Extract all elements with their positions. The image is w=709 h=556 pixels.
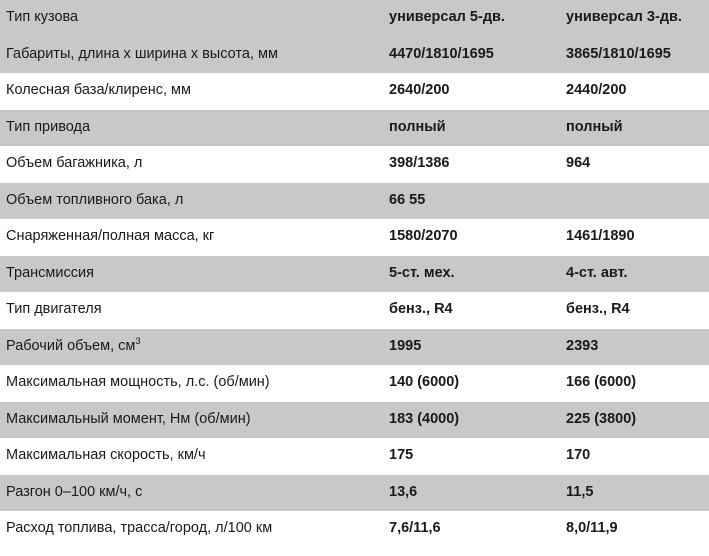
table-row [0, 329, 709, 366]
table-row [0, 146, 709, 183]
spec-value-variant-1: 7,6/11,6 [383, 511, 560, 548]
spec-label: Тип двигателя [0, 292, 383, 329]
spec-label: Максимальная мощность, л.с. (об/мин) [0, 365, 383, 402]
spec-value-variant-1: универсал 5-дв. [383, 0, 560, 37]
spec-value-variant-2: универсал 3-дв. [560, 0, 709, 37]
table-row [0, 110, 709, 147]
spec-value-variant-1: 4470/1810/1695 [383, 37, 560, 74]
spec-value-variant-1: 1580/2070 [383, 219, 560, 256]
spec-value-variant-1: 13,6 [383, 475, 560, 512]
spec-label: Расход топлива, трасса/город, л/100 км [0, 511, 383, 548]
spec-label: Объем топливного бака, л [0, 183, 383, 220]
spec-value-variant-2: 4-ст. авт. [560, 256, 709, 293]
spec-label: Максимальная скорость, км/ч [0, 438, 383, 475]
table-row [0, 73, 709, 110]
table-row [0, 475, 709, 512]
spec-value-variant-2: 170 [560, 438, 709, 475]
spec-label: Трансмиссия [0, 256, 383, 293]
spec-value-variant-1: 2640/200 [383, 73, 560, 110]
spec-label: Колесная база/клиренс, мм [0, 73, 383, 110]
spec-label: Максимальный момент, Нм (об/мин) [0, 402, 383, 439]
spec-value-variant-2: 2393 [560, 329, 709, 366]
spec-label-superscript: 3 [135, 335, 141, 347]
spec-value-variant-1: 66 55 [383, 183, 560, 220]
spec-label: Тип кузова [0, 0, 383, 37]
spec-value-variant-2: 3865/1810/1695 [560, 37, 709, 74]
spec-value-variant-1: 175 [383, 438, 560, 475]
spec-value-variant-2: бенз., R4 [560, 292, 709, 329]
spec-value-variant-1: 5-ст. мех. [383, 256, 560, 293]
spec-value-variant-2: 166 (6000) [560, 365, 709, 402]
spec-value-variant-1: бенз., R4 [383, 292, 560, 329]
table-row [0, 183, 709, 220]
table-row [0, 37, 709, 74]
spec-label: Разгон 0–100 км/ч, с [0, 475, 383, 512]
spec-value-variant-2 [560, 183, 709, 220]
spec-value-variant-1: полный [383, 110, 560, 147]
spec-label [0, 329, 383, 366]
table-row [0, 292, 709, 329]
table-row [0, 438, 709, 475]
spec-label: Объем багажника, л [0, 146, 383, 183]
spec-value-variant-1: 1995 [383, 329, 560, 366]
spec-value-variant-2: 964 [560, 146, 709, 183]
table-row [0, 256, 709, 293]
spec-label: Тип привода [0, 110, 383, 147]
spec-label: Снаряженная/полная масса, кг [0, 219, 383, 256]
spec-value-variant-1: 398/1386 [383, 146, 560, 183]
spec-label-text: Рабочий объем, см [6, 337, 136, 354]
spec-label: Габариты, длина x ширина x высота, мм [0, 37, 383, 74]
spec-value-variant-2: 8,0/11,9 [560, 511, 709, 548]
table-row [0, 402, 709, 439]
spec-value-variant-2: 2440/200 [560, 73, 709, 110]
spec-value-variant-2: 11,5 [560, 475, 709, 512]
spec-value-variant-2: 1461/1890 [560, 219, 709, 256]
table-row [0, 365, 709, 402]
spec-value-variant-2: 225 (3800) [560, 402, 709, 439]
table-row [0, 511, 709, 548]
spec-value-variant-2: полный [560, 110, 709, 147]
table-row [0, 0, 709, 37]
spec-value-variant-1: 140 (6000) [383, 365, 560, 402]
table-row [0, 219, 709, 256]
spec-value-variant-1: 183 (4000) [383, 402, 560, 439]
